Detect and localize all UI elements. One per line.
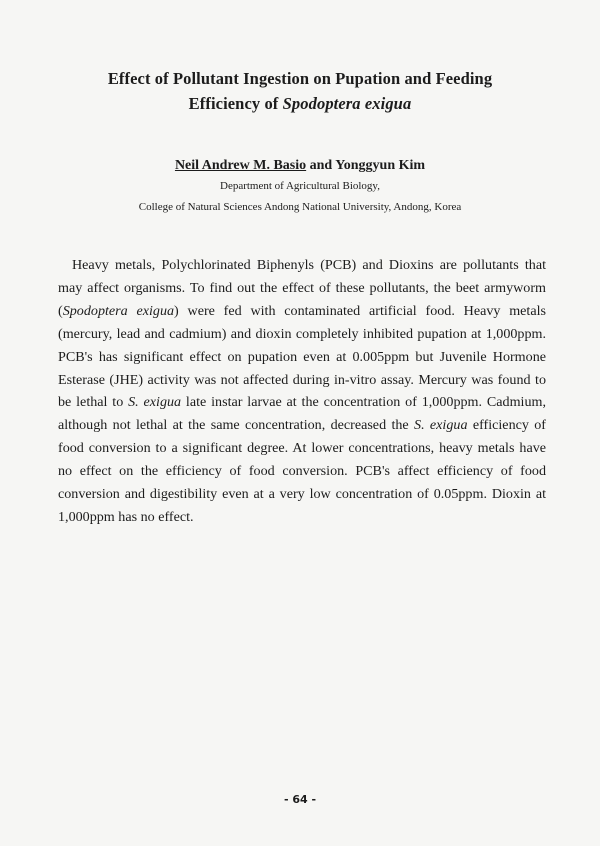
title-line-1: Effect of Pollutant Ingestion on Pupation and Feeding: [107, 69, 493, 88]
page-number: - 64 -: [283, 793, 317, 806]
author-list: [40, 157, 560, 175]
paper-title: [40, 66, 560, 116]
abstract-part-1: Heavy metals, Polychlorinated Biphenyls (PCB) and Dioxins are pollutants that may affect organisms. To find out the effect of these pollutants, the beet armyworm (: [58, 257, 546, 319]
title-line-2: [40, 91, 560, 116]
abstract-part-2: ) were fed with contaminated artificial food. Heavy metals (mercury, lead and cadmium) and dioxin completely inhibited pupation at 1,000ppm. PCB's has significant effect on pupation even at 0.005ppm but Juvenile Hormone Esterase (JHE) activity was not affected during in-vitro assay. Mercury was found to be lethal to: [58, 302, 546, 411]
species-abbrev: S. exigua: [414, 417, 468, 434]
abstract-part-4: efficiency of food conversion to a significant degree. At lower concentrations, heavy metals have no effect on the efficiency of food conversion. PCB's affect efficiency of food conversion and digestibility even at a very low concentration of 0.05ppm. Dioxin at 1,000ppm has no effect.: [58, 417, 546, 525]
affiliation-department: Department of Agricultural Biology,: [220, 180, 380, 192]
title-line-2-prefix: Efficiency of: [188, 94, 283, 113]
presenting-author: Neil Andrew M. Basio: [174, 158, 307, 173]
coauthor: Yonggyun Kim: [335, 158, 426, 173]
author-joiner: and: [306, 158, 336, 173]
abstract-part-3: late instar larvae at the concentration of 1,000ppm. Cadmium, although not lethal at the same concentration, decreased the: [58, 394, 546, 434]
affiliation-institution: College of Natural Sciences Andong National University, Andong, Korea: [138, 201, 462, 213]
abstract-text: [58, 254, 546, 529]
species-abbrev: S. exigua: [128, 394, 182, 411]
species-name: Spodoptera exigua: [62, 302, 175, 319]
title-species: Spodoptera exigua: [282, 94, 412, 113]
